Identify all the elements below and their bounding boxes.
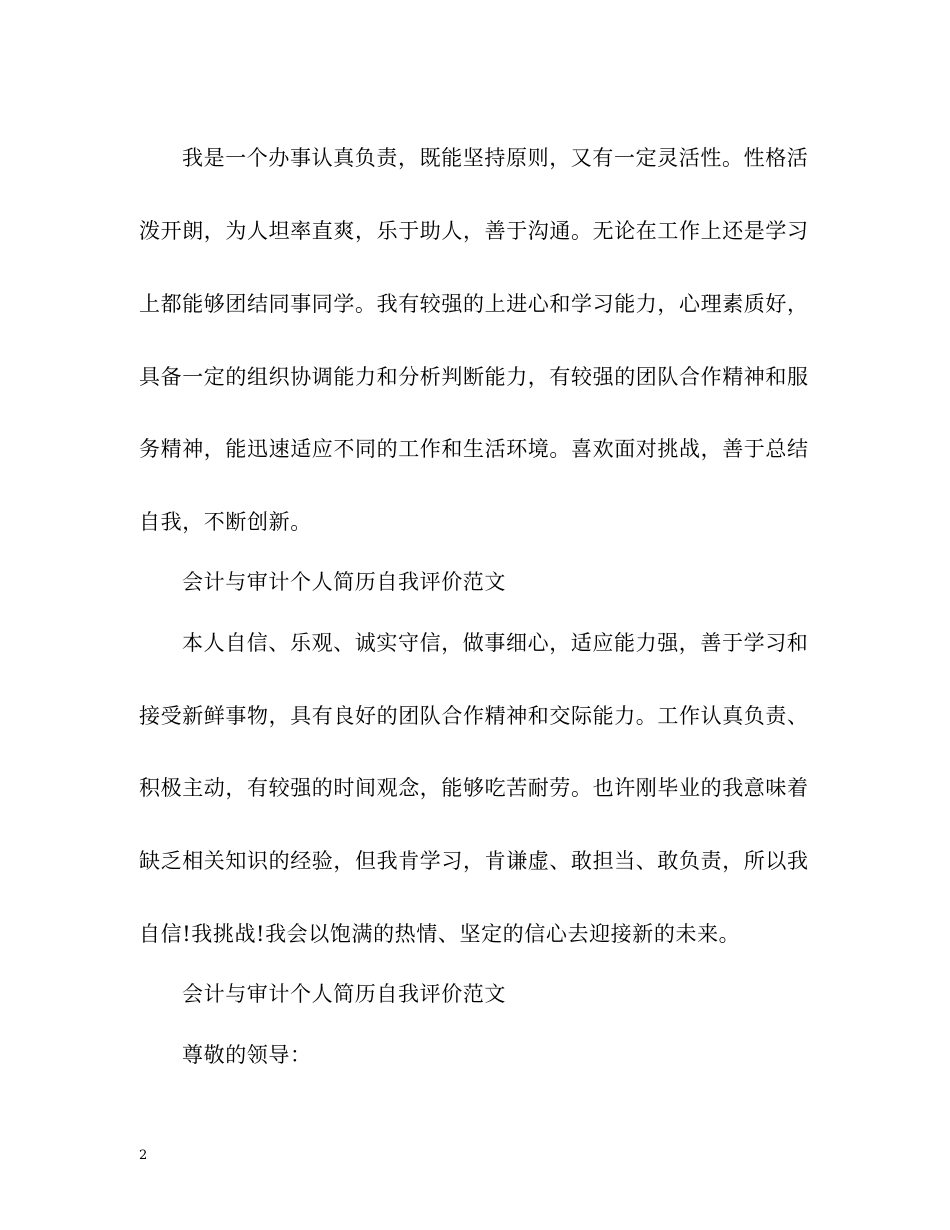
- paragraph-1-line-6: 自我，不断创新。: [139, 510, 312, 534]
- paragraph-1-line-2: 泼开朗，为人坦率直爽，乐于助人，善于沟通。无论在工作上还是学习: [139, 219, 809, 243]
- paragraph-2-line-1: 本人自信、乐观、诚实守信，做事细心，适应能力强，善于学习和: [182, 631, 809, 655]
- paragraph-2-line-5: 自信!我挑战!我会以饱满的热情、坚定的信心去迎接新的未来。: [139, 922, 741, 946]
- paragraph-1-line-4: 具备一定的组织协调能力和分析判断能力，有较强的团队合作精神和服: [139, 365, 809, 389]
- paragraph-2-line-3: 积极主动，有较强的时间观念，能够吃苦耐劳。也许刚毕业的我意味着: [139, 776, 809, 800]
- salutation: 尊敬的领导：: [182, 1043, 312, 1067]
- section-heading-1: 会计与审计个人简历自我评价范文: [182, 570, 506, 594]
- paragraph-1-line-3: 上都能够团结同事同学。我有较强的上进心和学习能力，心理素质好，: [139, 292, 809, 316]
- page-number: 2: [139, 1148, 148, 1163]
- paragraph-2-line-2: 接受新鲜事物，具有良好的团队合作精神和交际能力。工作认真负责、: [139, 704, 809, 728]
- paragraph-1-line-1: 我是一个办事认真负责，既能坚持原则，又有一定灵活性。性格活: [182, 146, 809, 170]
- section-heading-2: 会计与审计个人简历自我评价范文: [182, 982, 506, 1006]
- paragraph-1-line-5: 务精神，能迅速适应不同的工作和生活环境。喜欢面对挑战，善于总结: [139, 437, 809, 461]
- paragraph-2-line-4: 缺乏相关知识的经验，但我肯学习，肯谦虚、敢担当、敢负责，所以我: [139, 849, 809, 873]
